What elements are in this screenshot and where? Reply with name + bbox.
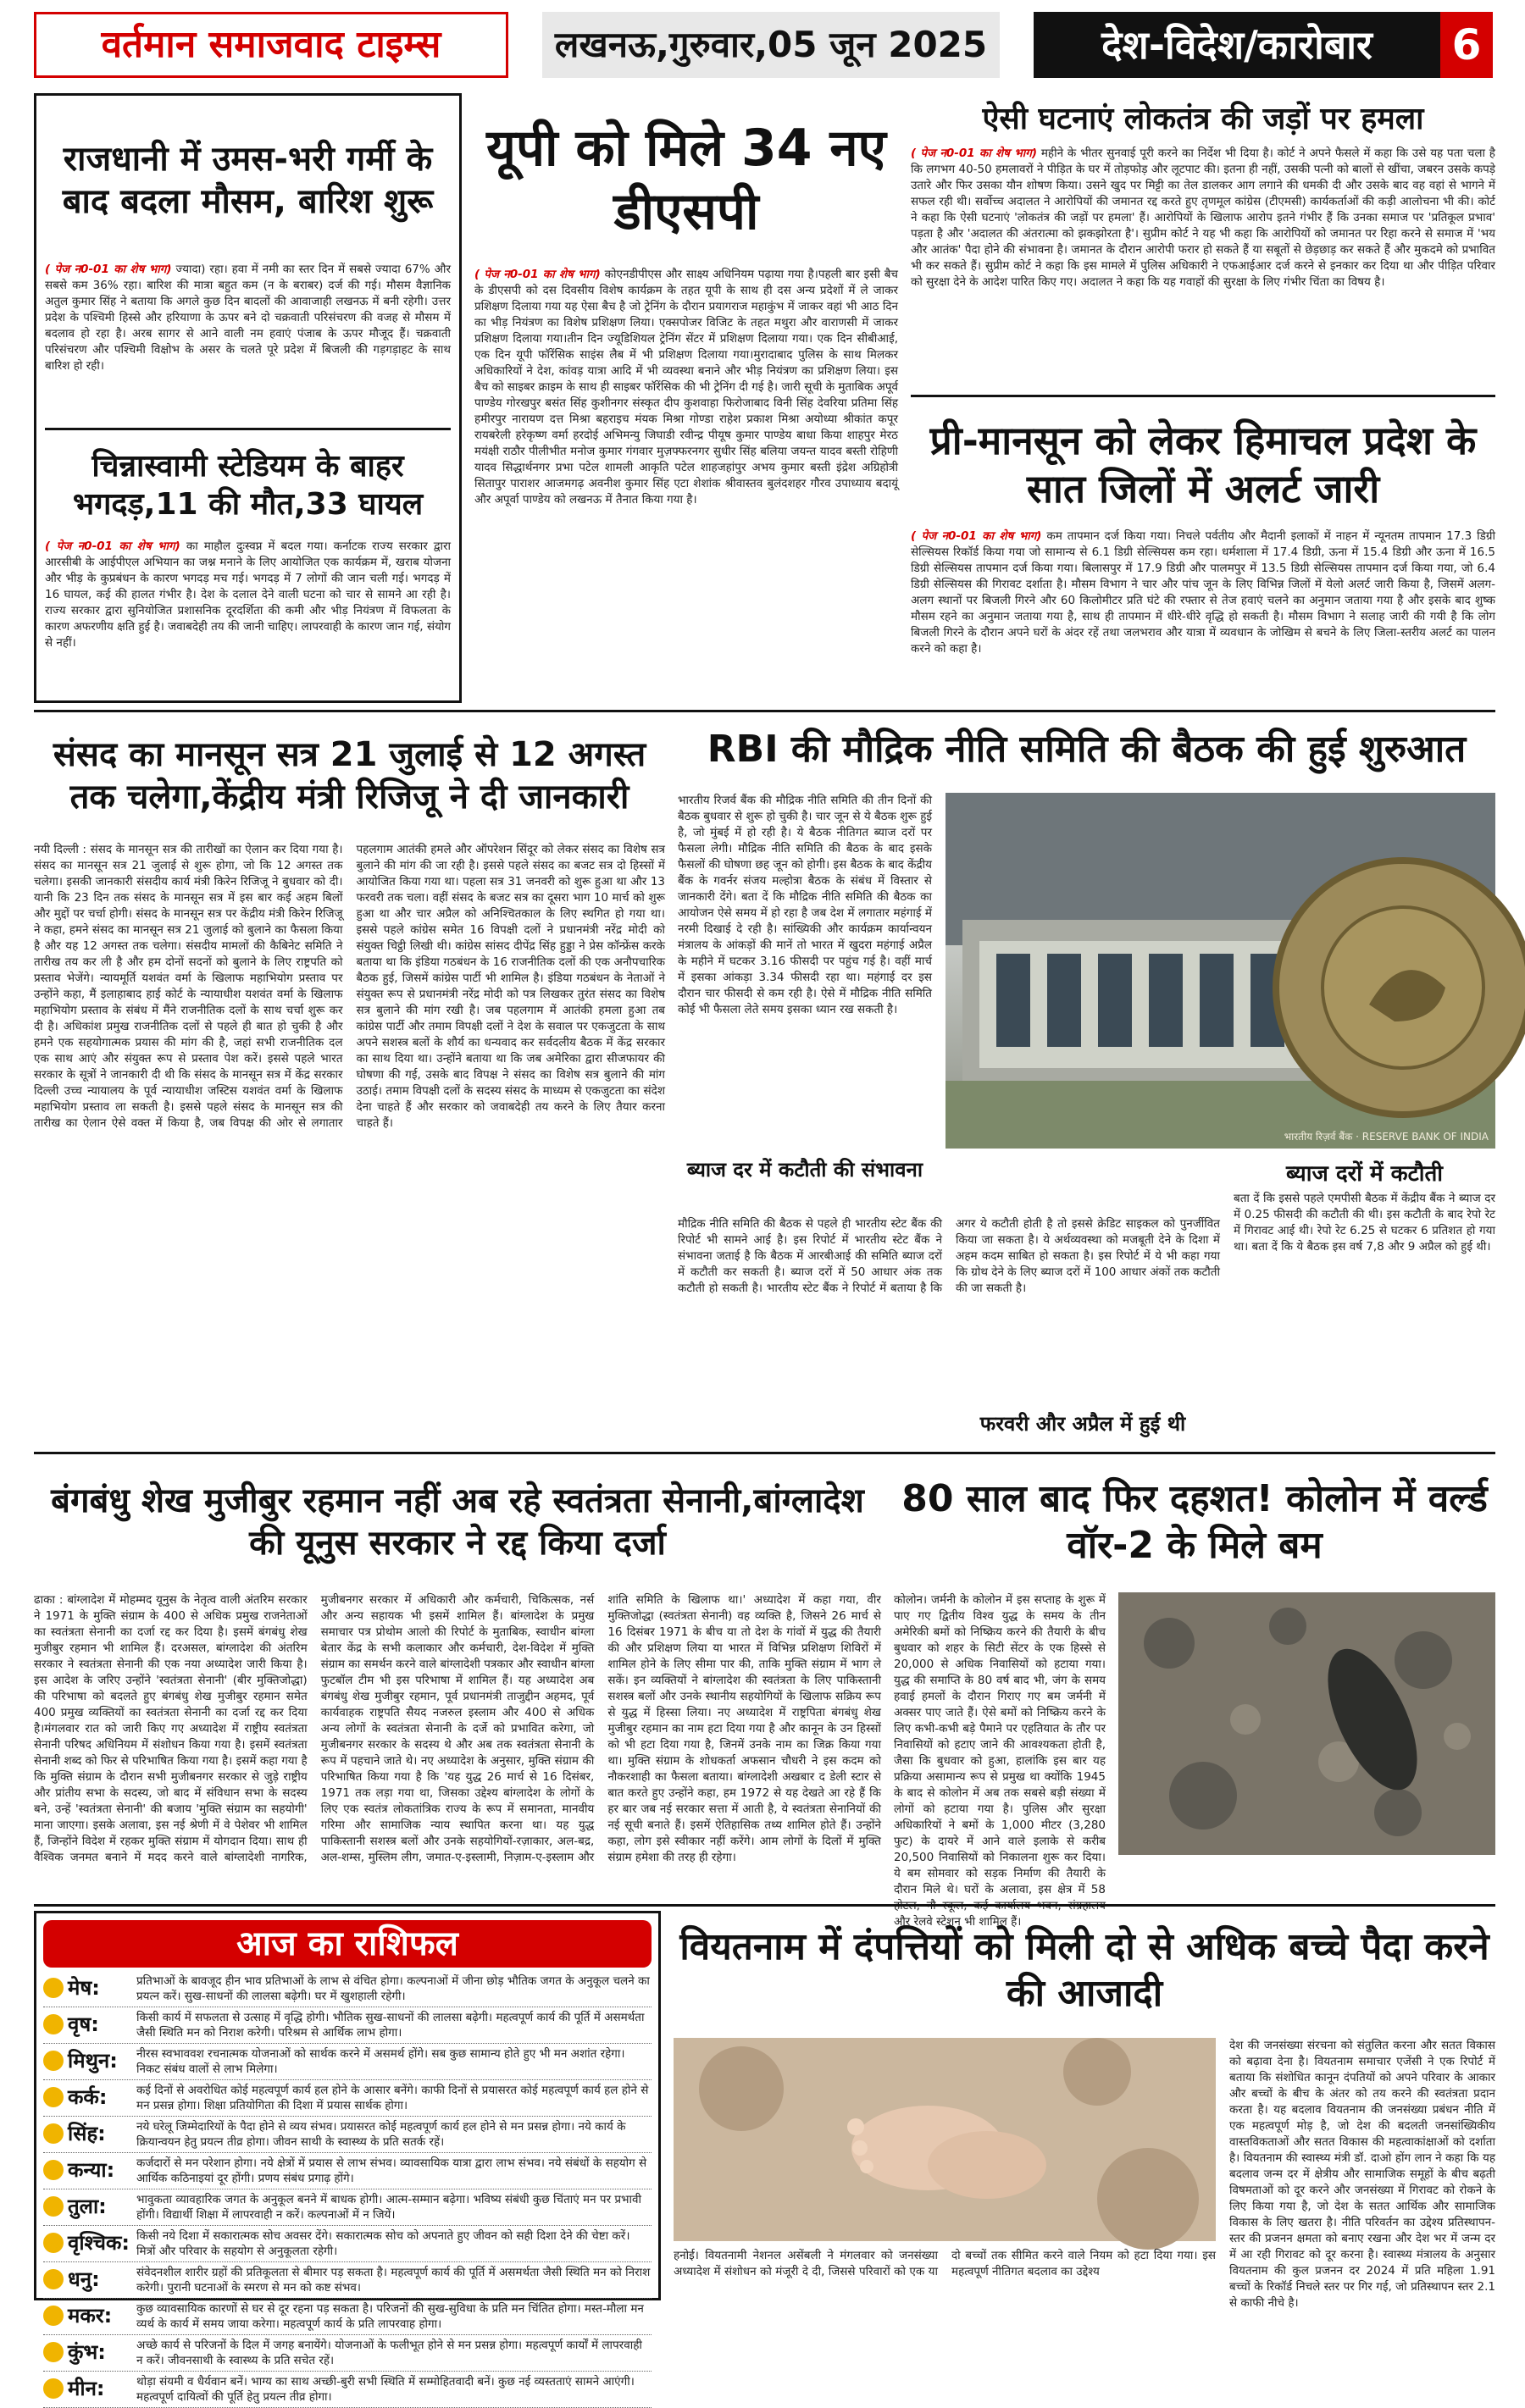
rashifal-prediction: किसी नये दिशा में सकारात्मक सोच अवसर देंगे। सकारात्मक सोच को अपनाते हुए जीवन को सही दिशा देने की चेष्टा करें। मित्रों और परिवार के सहयोग से अनुकूलता रहेगी। <box>136 2229 630 2258</box>
rashifal-sign-label: तुला: <box>68 2195 107 2218</box>
divider <box>45 428 451 430</box>
vietnam-headline: वियतनाम में दंपत्तियों को मिली दो से अधिक बच्चे पैदा करने की आजादी <box>679 1925 1489 2015</box>
rashifal-item <box>43 2189 652 2226</box>
zodiac-icon <box>43 2087 64 2107</box>
vietnam-article <box>674 1911 1495 2310</box>
rbi-body-3: बता दें कि इससे पहले एमपीसी बैठक में केंद्रीय बैंक ने ब्याज दर में 0.25 फीसदी की कटौती की थी। इस कटौती के बाद रेपो रेट में गिरावट आई थी। रेपो रेट 6.25 से घटकर 6 प्रतिशत हो गया था। बता दें कि ये बैठक इस वर्ष 7,8 और 9 अप्रैल को हुई थी। <box>1234 1192 1495 1254</box>
rashifal-item <box>43 2299 652 2335</box>
rbi-photo-text: भारतीय रिज़र्व बैंक · RESERVE BANK OF INDIA <box>1284 1131 1489 1143</box>
dsp-ref: ( पेज न0-01 का शेष भाग) <box>474 268 601 281</box>
weather-headline: राजधानी में उमस-भरी गर्मी के बाद बदला मौसम, बारिश शुरू <box>62 140 434 221</box>
rashifal-item <box>43 2080 652 2117</box>
stadium-headline: चिन्नास्वामी स्टेडियम के बाहर भगदड़,11 की मौत,33 घायल <box>72 449 424 522</box>
rbi-photo <box>946 793 1495 1149</box>
rashifal-sign-label: धनु: <box>68 2267 100 2291</box>
rashifal-sign <box>43 2119 136 2147</box>
rashifal-item <box>43 2153 652 2189</box>
zodiac-icon <box>43 2123 64 2144</box>
rashifal-prediction: संवेदनशील शारीर ग्रहों की प्रतिकूलता से बीमार पड़ सकता है। महत्वपूर्ण कार्य की पूर्ति में असमर्थता जैसी स्थिति मन को निराश करेगी। पुरानी घटनाओं के स्मरण से मन को कष्ट संभव। <box>136 2266 651 2295</box>
parliament-article <box>34 717 665 1445</box>
rashifal-item <box>43 2117 652 2153</box>
stadium-body: का माहौल दुःस्वप्न में बदल गया। कर्नाटक राज्य सरकार द्वारा आरसीबी के आईपीएल अभियान का जश्न मनाने के लिए आयोजित एक कार्यक्रम में, खराब योजना और भीड़ के कुप्रबंधन के कारण भगदड़ मच गई। भगदड़ में 7 लोगों की जान चली गई। भगदड़ में 16 घायल, कई की हालत गंभीर है। देश के दलाल देने वाली घटना को चार से सामने आ रही है। राज्य सरकार द्वारा सुनियोजित प्रशासनिक दूरदर्शिता की कमी और भीड़ नियंत्रण में विफलता के कारण अफरणीय क्षति हुई है। जवाबदेही तय की जानी चाहिए। लापरवाही के कारण जान गई, संयोग से नहीं। <box>45 540 452 650</box>
rashifal-list <box>43 1971 652 2408</box>
rashifal-prediction: प्रतिभाओं के बावजूद हीन भाव प्रतिभाओं के लाभ से वंचित होगा। कल्पनाओं में जीना छोड़ भौतिक जगत के अनुकूल चलने का प्रयत्न करें। सुख-साधनों की लालसा बढ़ेगी। घर में खुशहाली रहेगी। <box>136 1974 650 2003</box>
rashifal-sign <box>43 2192 136 2220</box>
rashifal-item <box>43 2262 652 2299</box>
rashifal-item <box>43 2007 652 2044</box>
rashifal-item <box>43 2226 652 2262</box>
bomb-article <box>894 1459 1495 1929</box>
rashifal-title: आज का राशिफल <box>43 1920 652 1968</box>
stadium-article <box>45 539 451 691</box>
democracy-headline: ऐसी घटनाएं लोकतंत्र की जड़ों पर हमला <box>982 102 1424 136</box>
rashifal-prediction: किसी कार्य में सफलता से उत्साह में वृद्धि होगी। भौतिक सुख-साधनों की लालसा बढ़ेगी। महत्वपूर्ण कार्य की पूर्ति में असमर्थता जैसी स्थिति मन को निराश करेगी। परिश्रम से आर्थिक लाभ होगा। <box>136 2011 645 2040</box>
rbi-body-2: मौद्रिक नीति समिति की बैठक से पहले ही भारतीय स्टेट बैंक की रिपोर्ट भी सामने आई है। इस रिपोर्ट में भारतीय स्टेट बैंक ने संभावना जताई है कि बैठक में आरबीआई की समिति ब्याज दरों में कटौती कर सकती है। ब्याज दरों में 50 आधार अंक तक कटौती हो सकती है। भारतीय स्टेट बैंक ने रिपोर्ट में बताया है कि अगर ये कटौती होती है तो इससे क्रेडिट साइकल को पुनर्जीवित किया जा सकता है। ये अर्थव्यवस्था को मजबूती देने के दिशा में अहम कदम साबित हो सकता है। इस रिपोर्ट में ये भी कहा गया कि ग्रोथ देने के लिए ब्याज दरों में 100 आधार अंकों तक कटौती की जा सकती है। <box>678 1217 1220 1295</box>
bangabandhu-headline: बंगबंधु शेख मुजीबुर रहमान नहीं अब रहे स्वतंत्रता सेनानी,बांग्लादेश की यूनुस सरकार ने रद्द किया दर्जा <box>51 1481 864 1563</box>
rashifal-sign-label: कुंभ: <box>68 2340 106 2364</box>
zodiac-icon <box>43 2014 64 2034</box>
rashifal-sign <box>43 2156 136 2184</box>
divider <box>34 1452 1495 1454</box>
rashifal-sign <box>43 2265 136 2293</box>
zodiac-icon <box>43 2269 64 2289</box>
page-number: 6 <box>1440 12 1493 78</box>
weather-ref: ( पेज न0-01 का शेष भाग) <box>45 263 172 276</box>
rbi-body: भारतीय रिजर्व बैंक की मौद्रिक नीति समिति की तीन दिनों की बैठक बुधवार से शुरू हो चुकी है। चार जून से ये बैठक शुरू हुई है, जो मुंबई में हो रही है। ये बैठक नीतिगत ब्याज दरों पर फैसला लेगी। मौद्रिक नीति समिति की बैठक के बाद इसके फैसलों की घोषणा छह जून को होगी। इस बैठक के बाद केंद्रीय बैंक के गवर्नर संजय मल्होत्रा बैठक के संबंध में विस्तार से जानकारी देंगे। बता दें कि मौद्रिक नीति समिति की बैठक का आयोजन ऐसे समय में हो रहा है जब देश में लगातार महंगाई में नरमी दिखाई दे रही है। सांख्यिकी और कार्यक्रम कार्यान्वयन मंत्रालय के आंकड़ों की मानें तो भारत में खुदरा महंगाई अप्रैल के महीने में घटकर 3.16 फीसदी पर पहुंच गई है। वहीं मार्च में इसका आंकड़ा 3.34 फीसदी रहा था। महंगाई दर इस दौरान चार फीसदी से कम रही है। ऐसे में मौद्रिक नीति समिति कोई भी फैसला लेते समय इसका ध्यान रख सकती है। <box>678 794 932 1016</box>
rashifal-prediction: नये घरेलू जिम्मेदारियों के पैदा होने से व्यय संभव। प्रयासरत कोई महत्वपूर्ण कार्य हल होने से मन प्रसन्न होगा। नये कार्य के क्रियान्वयन हेतु प्रयत्न तीव्र होगा। जीवन साथी के स्वास्थ्य के प्रति सतर्क रहें। <box>136 2120 626 2149</box>
monsoon-headline: प्री-मानसून को लेकर हिमाचल प्रदेश के सात जिलों में अलर्ट जारी <box>929 417 1477 512</box>
zodiac-icon <box>43 2160 64 2180</box>
parliament-body: नयी दिल्ली : संसद के मानसून सत्र की तारीखों का ऐलान कर दिया गया है। संसद का मानसून सत्र 21 जुलाई से शुरू होगा, जो कि 12 अगस्त तक चलेगा। इसकी जानकारी संसदीय कार्य मंत्री किरेन रिजिजू ने बुधवार को दी। यानी कि 23 दिन तक संसद के मानसून सत्र में इस बार कई अहम बिलों और मुद्दों पर चर्चा होगी। संसद के मानसून सत्र पर केंद्रीय मंत्री किरेन रिजिजू ने कहा, हमने संसद का मानसून सत्र 21 जुलाई को बुलाने का फैसला किया है और यह 12 अगस्त तक चलेगा। संसदीय मामलों की कैबिनेट समिति ने तारीख तय कर ली है और हम दोनों सदनों को बुलाने के लिए राष्ट्रपति को प्रस्ताव भेजेंगे। न्यायमूर्ति यशवंत वर्मा के खिलाफ महाभियोग प्रस्ताव पर उन्होंने कहा, मैं इलाहाबाद हाई कोर्ट के न्यायाधीश यशवंत वर्मा के खिलाफ महाभियोग प्रस्ताव के संबंध में मैंने राजनीतिक दलों के साथ चर्चा शुरू कर दी है। अधिकांश प्रमुख राजनीतिक दलों से पहले ही बात हो चुकी है और हमने एक सहयोगात्मक प्रयास की मांग की है, जहां सभी राजनीतिक दल एक साथ आएं और संयुक्त रूप से प्रस्ताव पेश करें। इससे पहले भारत सरकार के सूत्रों ने जानकारी दी थी कि संसद के मानसून सत्र में केंद्र सरकार दिल्ली उच्च न्यायालय के पूर्व न्यायाधीश जस्टिस यशवंत वर्मा के खिलाफ महाभियोग प्रस्ताव ला सकती है। इससे पहले संसद के मानसून सत्र की तारीख का ऐलान ऐसे वक्त में किया है, जब विपक्ष की ओर से लगातार पहलगाम आतंकी हमले और ऑपरेशन सिंदूर को लेकर संसद का विशेष सत्र बुलाने की मांग की जा रही है। इससे पहले संसद का बजट सत्र दो हिस्सों में आयोजित किया गया था। पहला सत्र 31 जनवरी को शुरू हुआ था और 13 फरवरी तक चला। वहीं संसद के बजट सत्र का दूसरा भाग 10 मार्च को शुरू हुआ था और चार अप्रैल को अनिश्चितकाल के लिए स्थगित हो गया था। इससे पहले कांग्रेस समेत 16 विपक्षी दलों ने प्रधानमंत्री नरेंद्र मोदी को संयुक्त चिट्ठी लिखी थी। कांग्रेस सांसद दीपेंद्र सिंह हुड्डा ने प्रेस कॉन्फ्रेंस करके बताया था कि इंडिया गठबंधन के 16 राजनीतिक दलों की एक अनौपचारिक बैठक हुई, जिसमें कांग्रेस पार्टी भी शामिल है। इंडिया गठबंधन के नेताओं ने संयुक्त रूप से प्रधानमंत्री नरेंद्र मोदी को पत्र लिखकर तुरंत संसद का विशेष सत्र बुलाने की मांग रखी है। जब पहलगाम में आतंकी हमला हुआ तब कांग्रेस पार्टी और तमाम विपक्षी दलों ने देश के सवाल पर एकजुटता के साथ अपने सशस्त्र बलों के शौर्य का धन्यवाद कर सर्वदलीय बैठक में केंद्र सरकार का साथ दिया था। उन्होंने बताया था कि जब अमेरिका द्वारा सीजफायर की घोषणा की गई, उसके बाद विपक्ष ने संसद का विशेष सत्र बुलाने की मांग उठाई। तमाम विपक्षी दलों के सदस्य संसद के माध्यम से एकजुटता का संदेश देना चाहते हैं और सरकार को जवाबदेही तय करने के लिए तैयार करना चाहते हैं। <box>34 843 665 1130</box>
democracy-article <box>911 93 1495 391</box>
rashifal-item <box>43 2372 652 2408</box>
rashifal-sign <box>43 2374 136 2402</box>
divider <box>911 395 1495 397</box>
bangabandhu-article <box>34 1459 881 1899</box>
rashifal-sign <box>43 2010 136 2038</box>
weather-article <box>45 262 451 423</box>
democracy-body-wrap <box>911 146 1495 383</box>
vietnam-body-right: देश की जनसंख्या संरचना को संतुलित करना और सतत विकास को बढ़ावा देना है। वियतनाम समाचार एजेंसी ने एक रिपोर्ट में बताया कि संशोधित कानून दंपतियों को अपने परिवार के आकार और बच्चों के बीच के अंतर को तय करने की स्वतंत्रता प्रदान करता है। यह बदलाव वियतनाम की जनसंख्या प्रबंधन नीति में एक महत्वपूर्ण मोड़ है, जो देश की बदलती जनसांख्यिकीय वास्तविकताओं और सतत विकास की महत्वाकांक्षाओं को दर्शाता है। वियतनाम की स्वास्थ्य मंत्री डॉ. दाओ होंग लान ने कहा कि यह बदलाव जन्म दर में क्षेत्रीय और सामाजिक समूहों के बीच बढ़ती विषमताओं को दूर करने और जनसंख्या में गिरावट को रोकने के लिए किया गया है, जो देश के सतत आर्थिक और सामाजिक विकास के लिए खतरा है। नीति परिवर्तन का उद्देश्य प्रतिस्थापन-स्तर की प्रजनन क्षमता को बनाए रखना और देश भर में जन्म दर में आ रही गिरावट को दूर करना है। स्वास्थ्य मंत्रालय के अनुसार वियतनाम की कुल प्रजनन दर 2024 में प्रति महिला 1.91 बच्चों के रिकॉर्ड निचले स्तर पर गिर गई, जो प्रतिस्थापन स्तर 2.1 से काफी नीचे है। <box>1229 2039 1495 2310</box>
rashifal-prediction: कई दिनों से अवरोधित कोई महत्वपूर्ण कार्य हल होने के आसार बनेंगे। काफी दिनों से प्रयासरत कोई महत्वपूर्ण कार्य हल होने से मन प्रसन्न होगा। शिक्षा प्रतियोगिता की दिशा में प्रयास सार्थक होगा। <box>136 2084 649 2112</box>
parliament-headline: संसद का मानसून सत्र 21 जुलाई से 12 अगस्त तक चलेगा,केंद्रीय मंत्री रिजिजू ने दी जानकारी <box>53 735 646 817</box>
rashifal-box <box>34 1911 661 2404</box>
zodiac-icon <box>43 2233 64 2253</box>
rashifal-sign <box>43 2228 136 2256</box>
monsoon-body-wrap <box>911 529 1495 698</box>
rbi-subhead-3: ब्याज दरों में कटौती <box>1285 1161 1444 1187</box>
section-title: देश-विदेश/कारोबार <box>1034 12 1440 78</box>
rashifal-prediction: नीरस स्वभाववश रचनात्मक योजनाओं को सार्थक करने में असमर्थ होंगे। सब कुछ सामान्य होते हुए भी मन अशांत रहेगा। निकट संबंध वालों से लाभ मिलेगा। <box>136 2047 625 2076</box>
stadium-ref: ( पेज न0-01 का शेष भाग) <box>45 540 180 553</box>
rashifal-item <box>43 1971 652 2007</box>
rashifal-item <box>43 2044 652 2080</box>
rashifal-sign-label: वृश्चिक: <box>68 2231 130 2255</box>
rashifal-sign <box>43 2083 136 2111</box>
rashifal-sign-label: कर्क: <box>68 2085 108 2109</box>
issue-date: लखनऊ,गुरुवार,05 जून 2025 <box>542 12 1000 78</box>
zodiac-icon <box>43 2196 64 2217</box>
newspaper-brand: वर्तमान समाजवाद टाइम्स <box>34 12 508 78</box>
rbi-article <box>678 717 1495 1445</box>
rashifal-prediction: अच्छे कार्य से परिजनों के दिल में जगह बनायेंगे। योजनाओं के फलीभूत होने से मन प्रसन्न होगा। महत्वपूर्ण कार्यों में लापरवाही न करें। जीवनसाथी के स्वास्थ्य के प्रति सचेत रहें। <box>136 2339 642 2367</box>
zodiac-icon <box>43 2306 64 2326</box>
democracy-body: महीने के भीतर सुनवाई पूरी करने का निर्देश भी दिया है। कोर्ट ने अपने फैसले में कहा कि उसे यह पता चला है कि लगभग 40-50 हमलावरों ने पीड़ित के घर में तोड़फोड़ और लूटपाट की। इतना ही नहीं, उसकी पत्नी को बालों से खींचा, जबरन उसके कपड़े उतारे और फिर उसका यौन शोषण किया। उसने खुद पर मिट्टी का तेल डालकर आग लगाने की धमकी दी और उसके बाद वह वहां से भागने में सफल रही थी। सर्वोच्च अदालत ने आरोपियों की जमानत रद्द करते हुए तृणमूल कांग्रेस (टीएमसी) कार्यकर्ताओं की कड़ी आलोचना भी की। कोर्ट ने कहा कि ऐसी घटनाएं 'लोकतंत्र की जड़ों पर हमला' हैं। आरोपियों के खिलाफ आरोप इतने गंभीर हैं कि उनका समाज पर 'प्रतिकूल प्रभाव' पड़ता है और 'अदालत की अंतरात्मा को झकझोरता है'। सुप्रीम कोर्ट ने यह भी कहा कि आरोपियों को जमानत पर रिहा करने से समाज में 'भय और आतंक' पैदा होने की संभावना है। जमानत के दौरान आरोपी फरार हो सकते हैं या सबूतों से छेड़छाड़ कर सकते हैं और मुकदमे को प्रभावित भी कर सकते हैं। सुप्रीम कोर्ट ने कहा कि इस मामले में पुलिस अधिकारी ने एफआईआर दर्ज करने से इनकार कर दिया था और पीड़ित परिवार को सुरक्षा देने के आदेश पारित किए गए। अदालत ने कहा कि यह गवाहों की सुरक्षा के लिए गंभीर चिंता का विषय है। <box>911 147 1495 289</box>
bomb-photo <box>1118 1592 1495 1855</box>
rashifal-sign <box>43 2046 136 2074</box>
rashifal-sign-label: मेष: <box>68 1976 100 2000</box>
rbi-subhead-2: फरवरी और अप्रैल में हुई थी <box>979 1412 1186 1436</box>
dsp-headline: यूपी को मिले 34 नए डीएसपी <box>486 118 886 241</box>
zodiac-icon <box>43 2378 64 2399</box>
dsp-article <box>474 93 898 703</box>
rashifal-prediction: कर्जदारों से मन परेशान होगा। नये क्षेत्रों में प्रयास से लाभ संभव। व्यावसायिक यात्रा द्वारा लाभ संभव। नये संबंधों के सहयोग से आर्थिक कठिनाइयां दूर होंगी। प्रणय संबंध प्रगाढ़ होंगे। <box>136 2156 647 2185</box>
rbi-building-image <box>946 793 1495 1149</box>
rashifal-sign-label: मिथुन: <box>68 2049 118 2073</box>
monsoon-body: कम तापमान दर्ज किया गया। निचले पर्वतीय और मैदानी इलाकों में नाहन में न्यूनतम तापमान 17.3 डिग्री सेल्सियस रिकॉर्ड किया गया जो सामान्य से 6.1 डिग्री सेल्सियस कम रहा। धर्मशाला में 17.4 डिग्री, ऊना में 15.4 डिग्री और ऊना में 16.5 डिग्री सेल्सियस तापमान दर्ज किया गया। बिलासपुर में 17.9 डिग्री और पालमपुर में 13.5 डिग्री सेल्सियस तापमान दर्ज किया गया, जो 6.4 डिग्री सेल्सियस की गिरावट दर्शाता है। मौसम विभाग ने चार और पांच जून के लिए विभिन्न जिलों में येलो अलर्ट जारी किया है, जिसमें अलग-अलग स्थानों पर बिजली गिरने और 60 किलोमीटर प्रति घंटे की रफ्तार से तेज हवाएं चलने का अनुमान जताया गया है और इसके बाद शुष्क मौसम रहने का अनुमान जताया गया है, साथ ही तापमान में धीरे-धीरे वृद्धि हो सकती है। मौसम विभाग ने सलाह जारी की गयी है कि लोग बिजली गिरने के दौरान अपने घरों के अंदर रहें तथा जलभराव और यात्रा में व्यवधान के जोखिम से बचने के लिए जिला-स्तरीय अलर्ट का पालन करने को कहा है। <box>911 529 1495 656</box>
rbi-headline: RBI की मौद्रिक नीति समिति की बैठक की हुई शुरुआत <box>707 728 1467 771</box>
zodiac-icon <box>43 1978 64 1998</box>
baby-feet-photo <box>674 2038 1216 2241</box>
dsp-body-wrap <box>474 267 898 699</box>
rashifal-sign <box>43 1973 136 2001</box>
weather-body: ज्यादा) रहा। हवा में नमी का स्तर दिन में सबसे ज्यादा 67% और सबसे कम 36% रहा। बारिश की मात्रा बहुत कम (न के बराबर) दर्ज की गई। मौसम वैज्ञानिक अतुल कुमार सिंह ने बताया कि अगले कुछ दिन बादलों की आवाजाही लखनऊ में बनी रहेगी। उत्तर प्रदेश के पश्चिमी हिस्से और हरियाणा के ऊपर बने दो चक्रवाती परिसंचरण की वजह से मौसम में बदलाव हो रहा है। अरब सागर से आने वाली नम हवाएं पंजाब के ऊपर मौजूद हैं। चक्रवाती परिसंचरण और पश्चिमी विक्षोभ के असर के चलते पूरे प्रदेश में बिजली की गड़गड़ाहट के साथ बारिश हो रही। <box>45 263 451 373</box>
zodiac-icon <box>43 2051 64 2071</box>
rashifal-prediction: भावुकता व्यावहारिक जगत के अनुकूल बनने में बाधक होगी। आत्म-सम्मान बढ़ेगा। भविष्य संबंधी कुछ चिंताएं मन पर प्रभावी होंगी। विद्यार्थी शिक्षा में लापरवाही न करें। कल्पनाओं में न जियें। <box>136 2193 642 2222</box>
democracy-ref: ( पेज न0-01 का शेष भाग) <box>911 147 1037 160</box>
rashifal-sign-label: कन्या: <box>68 2158 115 2182</box>
rashifal-sign <box>43 2338 136 2366</box>
rashifal-sign-label: मकर: <box>68 2304 113 2328</box>
bomb-headline: 80 साल बाद फिर दहशत! कोलोन में वर्ल्ड वॉर-2 के मिले बम <box>901 1477 1488 1567</box>
divider <box>34 710 1495 712</box>
baby-feet-image <box>674 2038 1216 2241</box>
rashifal-prediction: कुछ व्यावसायिक कारणों से घर से दूर रहना पड़ सकता है। परिजनों की सुख-सुविधा के प्रति मन चिंतित होगा। मस्त-मौला मन व्यर्थ के कार्य में समय जाया करेगा। महत्वपूर्ण कार्य के प्रति लापरवाह होगा। <box>136 2302 644 2331</box>
weather-stadium-box <box>34 93 462 703</box>
dsp-body: कोएनडीपीएस और साक्ष्य अधिनियम पढ़ाया गया है।पहली बार इसी बैच के डीएसपी को दस दिवसीय विशेष कार्यक्रम के तहत यूपी के साथ ही दस अन्य प्रदेशों में ले जाकर प्रशिक्षण दिलाया गया यह ऐसा बैच है जो ट्रेनिंग के दौरान प्रयागराज महाकुंभ में जाकर वहां भी आठ दिन का भीड़ नियंत्रण का विशेष प्रशिक्षण लिया। एक्सपोजर विजिट के तहत मथुरा और वाराणसी में जाकर प्रशिक्षण दिलाया गया।तीन दिन ज्यूडिशियल ट्रेनिंग सेंटर में प्रशिक्षण दिलाया गया। एक दिन सीबीआई, एक दिन यूपी फॉरेंसिक साइंस लैब में भी प्रशिक्षण दिलाया गया।मुरादाबाद पुलिस के साथ मिलकर अधिकारियों ने देश, कांवड़ यात्रा आदि में भी व्यवस्था बनाने और भीड़ नियंत्रण का प्रशिक्षण लिया। इस बैच को साइबर क्राइम के साथ ही साइबर फॉरेंसिक की भी ट्रेनिंग दी गई है। जारी सूची के मुताबिक अपूर्व पाण्डेय गोरखपुर बसंत सिंह कुशीनगर संस्कृत दीप कुशवाहा फिरोजाबाद विनी सिंह देवरिया प्रतिमा सिंह हमीरपुर नारायण दत्त मिश्रा बहराइच मंयक मिश्रा गोण्डा राहेश प्रकाश मिश्रा अयोध्या श्रीकांत कपूर रायबरेली हरेकृष्ण वर्मा हरदोई अभिमन्यु जिघाडी रवीन्द्र पीयूष कुमार पाण्डेय बाधा किया शाहपुर मेरठ मयंक्षी राठौर पीलीभीत मनोज कुमार गंगवार मुज़फ्फरनगर सुधीर सिंह बलिया जयन्त यादव बस्ती रोहिणी यादव सिद्धार्थनगर प्रभा पटेल शामली आकृति पटेल शाहजहांपुर अभय कुमार बस्ती इंद्रेश अग्रिहोत्री सितापुर पाराशर आजमगढ़ अवनीश कुमार सिंह एटा शेशांक श्रीवास्तव बुलंदशहर गौरव उपाध्याय बदायूं और अपूर्वा पाण्डेय को लखनऊ में तैनात किया गया है। <box>474 268 899 507</box>
bomb-image <box>1118 1592 1495 1855</box>
rashifal-sign-label: सिंह: <box>68 2122 106 2145</box>
rashifal-sign-label: वृष: <box>68 2012 99 2036</box>
masthead <box>0 0 1525 89</box>
bomb-body: कोलोन। जर्मनी के कोलोन में इस सप्ताह के शुरू में पाए गए द्वितीय विश्व युद्ध के समय के तीन अमेरिकी बमों को निष्क्रिय करने की तैयारी के बीच बुधवार को शहर के सिटी सेंटर के एक हिस्से से 20,000 से अधिक निवासियों को हटाया गया। युद्ध की समाप्ति के 80 वर्ष बाद भी, जंग के समय हवाई हमलों के दौरान गिराए गए बम जर्मनी में अक्सर पाए जाते हैं। ऐसे बमों को निष्क्रिय करने के लिए कभी-कभी बड़े पैमाने पर एहतियात के तौर पर निवासियों को हटाए जाने की आवश्यकता होती है, जैसा कि बुधवार को हुआ, हालांकि इस बार यह प्रक्रिया असामान्य रूप से प्रमुख था क्योंकि 1945 के बाद से कोलोन में अब तक सबसे बड़ी संख्या में लोगों को हटाया गया है। पुलिस और सुरक्षा अधिकारियों ने बमों के 1,000 मीटर (3,280 फुट) के दायरे में आने वाले इलाके से करीब 20,500 निवासियों को निकालना शुरू कर दिया। ये बम सोमवार को सड़क निर्माण की तैयारी के दौरान मिले थे। घरों के अलावा, इस क्षेत्र में 58 और रेलवे स्टेशन भी शामिल हैं। <box>894 1593 1106 1929</box>
rbi-subhead-1: ब्याज दर में कटौती की संभावना <box>686 1158 923 1182</box>
rashifal-sign-label: मीन: <box>68 2377 105 2400</box>
rashifal-sign <box>43 2301 136 2329</box>
zodiac-icon <box>43 2342 64 2362</box>
rashifal-item <box>43 2335 652 2372</box>
monsoon-article <box>911 401 1495 703</box>
monsoon-ref: ( पेज न0-01 का शेष भाग) <box>911 529 1042 543</box>
divider <box>34 1904 1495 1907</box>
vietnam-body-left: हनोई। वियतनामी नेशनल असेंबली ने मंगलवार को जनसंख्या अध्यादेश में संशोधन को मंजूरी दे दी, जिससे परिवारों को एक या दो बच्चों तक सीमित करने वाले नियम को हटा दिया गया। इस महत्वपूर्ण नीतिगत बदलाव का उद्देश्य <box>674 2249 1216 2278</box>
rashifal-prediction: थोड़ा संयमी व धैर्यवान बनें। भाग्य का साथ अच्छी-बुरी सभी स्थिति में सम्मोहितवादी बनें। कुछ नई व्यस्तताएं सामने आएंगी। महत्वपूर्ण दायित्वों की पूर्ति हेतु प्रयत्न तीव्र होगा। <box>136 2375 635 2404</box>
bangabandhu-body: ढाका : बांग्लादेश में मोहम्मद यूनुस के नेतृत्व वाली अंतरिम सरकार ने 1971 के मुक्ति संग्राम के 400 से अधिक प्रमुख राजनेताओं का स्वतंत्रता सेनानी का दर्जा रद्द कर दिया है। इसमें बंगबंधु शेख मुजीबुर रहमान भी शामिल हैं। दरअसल, बांग्लादेश की अंतरिम सरकार ने स्वतंत्रता सेनानी की एक नया अध्यादेश जारी किया है। इस आदेश के जरिए उन्होंने 'स्वतंत्रता सेनानी' (बीर मुक्तिजोद्धा) की परिभाषा को बदलते हुए बंगबंधु शेख मुजीबुर रहमान समेत 400 प्रमुख व्यक्तियों का स्वतंत्रता सेनानी का दर्जा रद्द कर दिया है।मंगलवार रात को जारी किए गए अध्यादेश में राष्ट्रीय स्वतंत्रता सेनानी परिषद अधिनियम में संशोधन किया गया है। इसमें स्वतंत्रता सेनानी शब्द को फिर से परिभाषित किया गया है। इसमें कहा गया है कि मुक्ति संग्राम के दौरान सभी मुजीबनगर सरकार से जुड़े राष्ट्रीय और प्रांतीय सभा के सदस्य, जो बाद में संविधान सभा के सदस्य बने, उन्हें 'स्वतंत्रता सेनानी' की बजाय 'मुक्ति संग्राम का सहयोगी' माना जाएगा। इसके अलावा, इस नई श्रेणी में वे पेशेवर भी शामिल हैं, जिन्होंने विदेश में रहकर मुक्ति संग्राम में योगदान दिया। साथ ही वैश्विक जनमत बनाने में मदद करने वाले बांग्लादेशी नागरिक, मुजीबनगर सरकार में अधिकारी और कर्मचारी, चिकित्सक, नर्स और अन्य सहायक भी इसमें शामिल हैं। बांग्लादेश के प्रमुख समाचार पत्र प्रोथोम आलो की रिपोर्ट के मुताबिक, स्वाधीन बांग्ला बेतार केंद्र के सभी कलाकार और कर्मचारी, देश-विदेश में मुक्ति संग्राम का समर्थन करने वाले बांग्लादेशी पत्रकार और स्वाधीन बांग्ला फुटबॉल टीम भी इस परिभाषा में शामिल हैं। यह अध्यादेश अब बंगबंधु शेख मुजीबुर रहमान, पूर्व प्रधानमंत्री ताजुद्दीन अहमद, पूर्व कार्यवाहक राष्ट्रपति सैयद नजरुल इस्लाम और 400 से अधिक अन्य लोगों के स्वतंत्रता सेनानी के दर्जे को प्रभावित करेगा, जो मुजीबनगर सरकार के सदस्य थे और अब तक स्वतंत्रता सेनानी के रूप में पहचाने जाते थे। नए अध्यादेश के अनुसार, मुक्ति संग्राम की परिभाषित किया गया है कि 'यह युद्ध 26 मार्च से 16 दिसंबर, 1971 तक लड़ा गया था, जिसका उद्देश्य बांग्लादेश के लोगों के लिए एक स्वतंत्र लोकतांत्रिक राज्य के रूप में समानता, मानवीय गरिमा और सामाजिक न्याय स्थापित करना था। यह युद्ध पाकिस्तानी सशस्त्र बलों और उनके सहयोगियों-रज़ाकार, अल-बद्र, अल-शम्स, मुस्लिम लीग, जमात-ए-इस्लामी, निज़ाम-ए-इस्लाम और शांति समिति के खिलाफ था।' अध्यादेश में कहा गया, वीर मुक्तिजोद्धा (स्वतंत्रता सेनानी) वह व्यक्ति है, जिसने 26 मार्च से 16 दिसंबर 1971 के बीच या तो देश के गांवों में युद्ध की तैयारी की और प्रशिक्षण लिया या भारत में विभिन्न प्रशिक्षण शिविरों में शामिल होने के लिए सीमा पार की, ताकि मुक्ति संग्राम में भाग ले सकें। इन व्यक्तियों ने बांग्लादेश की स्वतंत्रता के लिए पाकिस्तानी सशस्त्र बलों और उनके स्थानीय सहयोगियों के खिलाफ सक्रिय रूप से युद्ध में हिस्सा लिया। नए अध्यादेश में राष्ट्रपिता बंगबंधु शेख मुजीबुर रहमान का नाम हटा दिया गया है और कानून के उन हिस्सों को भी हटा दिया गया है, जिनमें उनके नाम का जिक्र किया गया था। मुक्ति संग्राम के शोधकर्ता अफसान चौधरी ने इस कदम को नौकरशाही का फैसला बताया। बांग्लादेशी अखबार द डेली स्टार से बात करते हुए उन्होंने कहा, हम 1972 से यह देखते आ रहे हैं कि हर बार जब नई सरकार सत्ता में आती है, ये स्वतंत्रता सेनानियों की नई सूची बनाते हैं। इसमें ऐतिहासिक तथ्य शामिल होते हैं। उन्होंने कहा, लोग इसे स्वीकार नहीं करेंगे। आम लोगों के दिलों में मुक्ति संग्राम हमेशा की तरह ही रहेगा। <box>34 1593 881 1864</box>
